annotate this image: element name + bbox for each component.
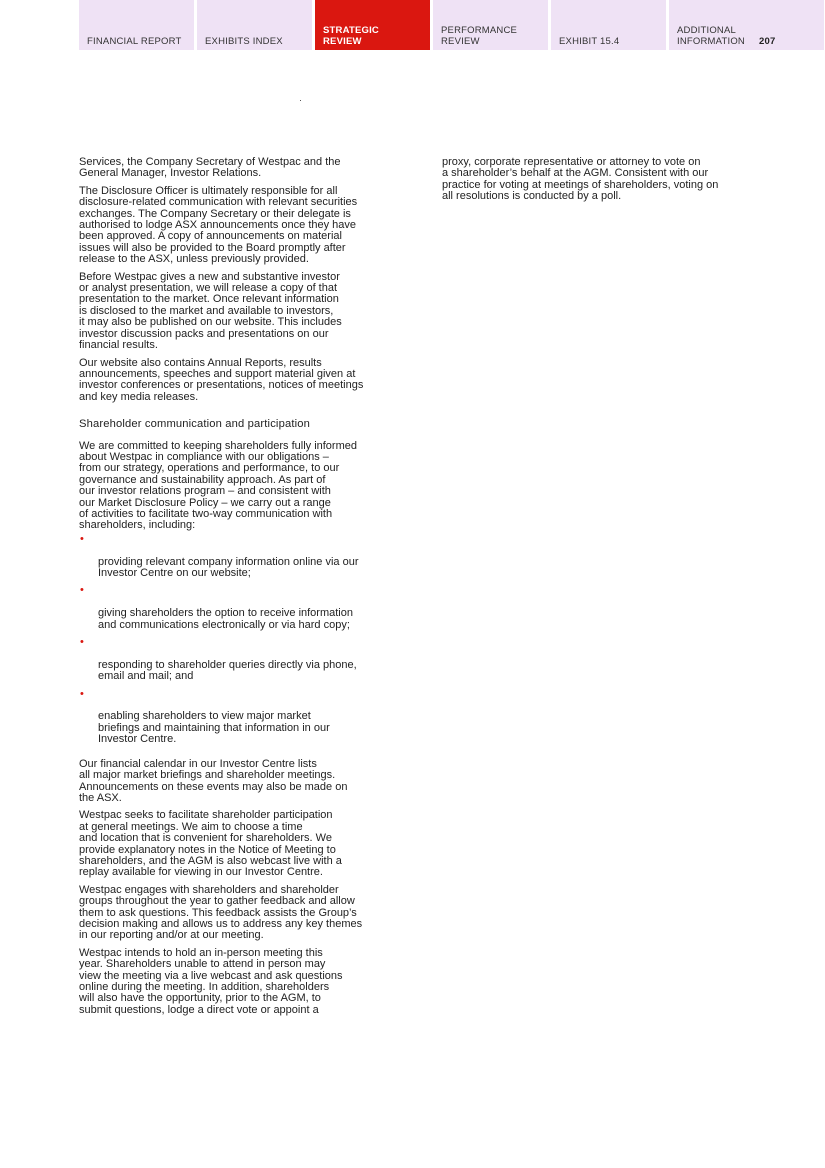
paragraph: Westpac engages with shareholders and shareholder groups throughout the year to gather feedback and allow them to ask questions. This feedback assists the Group’s decision making and allows us to address any key themes in our reporting and/or at our meeting. [79, 883, 363, 942]
bullet-icon: • [80, 636, 84, 649]
page-number: 207 [759, 35, 776, 47]
list-item-text: responding to shareholder queries directly via phone, email and mail; and [98, 658, 357, 683]
tab-performance-review[interactable] [433, 0, 548, 50]
bullet-icon: • [80, 584, 84, 597]
tab-label: EXHIBITS INDEX [205, 35, 283, 47]
list-item [79, 637, 425, 683]
tab-strategic-review[interactable] [315, 0, 430, 50]
bullet-icon: • [80, 532, 84, 545]
tab-label: PERFORMANCE REVIEW [441, 25, 518, 47]
bullet-icon: • [80, 687, 84, 700]
paragraph: Services, the Company Secretary of Westpac and the General Manager, Investor Relations. [79, 156, 341, 180]
list-item-text: giving shareholders the option to receive information and communications electronically or via hard copy; [98, 607, 353, 631]
list-item-text: providing relevant company information online via our Investor Centre on our website; [98, 555, 359, 579]
paragraph: Westpac seeks to facilitate shareholder participation at general meetings. We aim to choose a time and location that is convenient for shareholders. We provide explanatory notes in the Notice of Meeting to shareholders, and the AGM is also webcast live with a replay available for viewing in our Investor Centre. [79, 809, 342, 879]
tab-label: STRATEGIC REVIEW [323, 25, 379, 47]
paragraph: Our website also contains Annual Reports, results announcements, speeches and support material given at investor conferences or presentations, notices of meetings and key media releases. [79, 356, 364, 403]
list-item [79, 689, 425, 746]
section-heading: Shareholder communication and participation [79, 418, 310, 431]
list-item-text: enabling shareholders to view major market briefings and maintaining that information in our Investor Centre. [98, 710, 330, 746]
list-item [79, 585, 425, 631]
paragraph: Westpac intends to hold an in-person meeting this year. Shareholders unable to attend in person may view the meeting via a live webcast and ask questions online during the meeting. In addition, shareholders will also have the opportunity, prior to the AGM, to submit questions, lodge a direct vote or appoint a [79, 946, 343, 1016]
tab-label: ADDITIONAL INFORMATION [677, 25, 745, 47]
right-column [442, 157, 782, 209]
paragraph: The Disclosure Officer is ultimately responsible for all disclosure-related communication with relevant securities exchanges. The Company Secretary or their delegate is authorised to lodge ASX announcements once they have been approved. A copy of announcements on material issues will also be provided to the Board promptly after release to the ASX, unless previously provided. [79, 184, 358, 266]
tab-financial-report[interactable] [79, 0, 194, 50]
list-item [79, 534, 425, 580]
paragraph: Before Westpac gives a new and substantive investor or analyst presentation, we will release a copy of that presentation to the market. Once relevant information is disclosed to the market and available to investors, it may also be published on our website. This includes investor discussion packs and presentations on our financial results. [79, 270, 342, 352]
tab-additional-information[interactable] [669, 0, 824, 50]
tab-exhibit-15-4[interactable] [551, 0, 666, 50]
paragraph: Our financial calendar in our Investor Centre lists all major market briefings and shareholder meetings. Announcements on these events may also be made on the ASX. [79, 757, 348, 804]
paragraph: proxy, corporate representative or attorney to vote on a shareholder’s behalf at the AGM. Consistent with our practice for voting at meetings of shareholders, voting on all resolutions is conducted by a poll. [442, 156, 719, 203]
left-column [79, 157, 425, 1022]
tab-exhibits-index[interactable] [197, 0, 312, 50]
bullet-list [79, 534, 425, 746]
top-navigation [79, 0, 825, 50]
stray-dot [300, 100, 301, 101]
paragraph: We are committed to keeping shareholders fully informed about Westpac in compliance with our obligations – from our strategy, operations and performance, to our governance and sustainability approach. As part of our investor relations program – and consistent with our Market Disclosure Policy – we carry out a range of activities to facilitate two-way communication with shareholders, including: [79, 439, 357, 532]
tab-label: FINANCIAL REPORT [87, 35, 182, 47]
tab-label: EXHIBIT 15.4 [559, 35, 620, 47]
